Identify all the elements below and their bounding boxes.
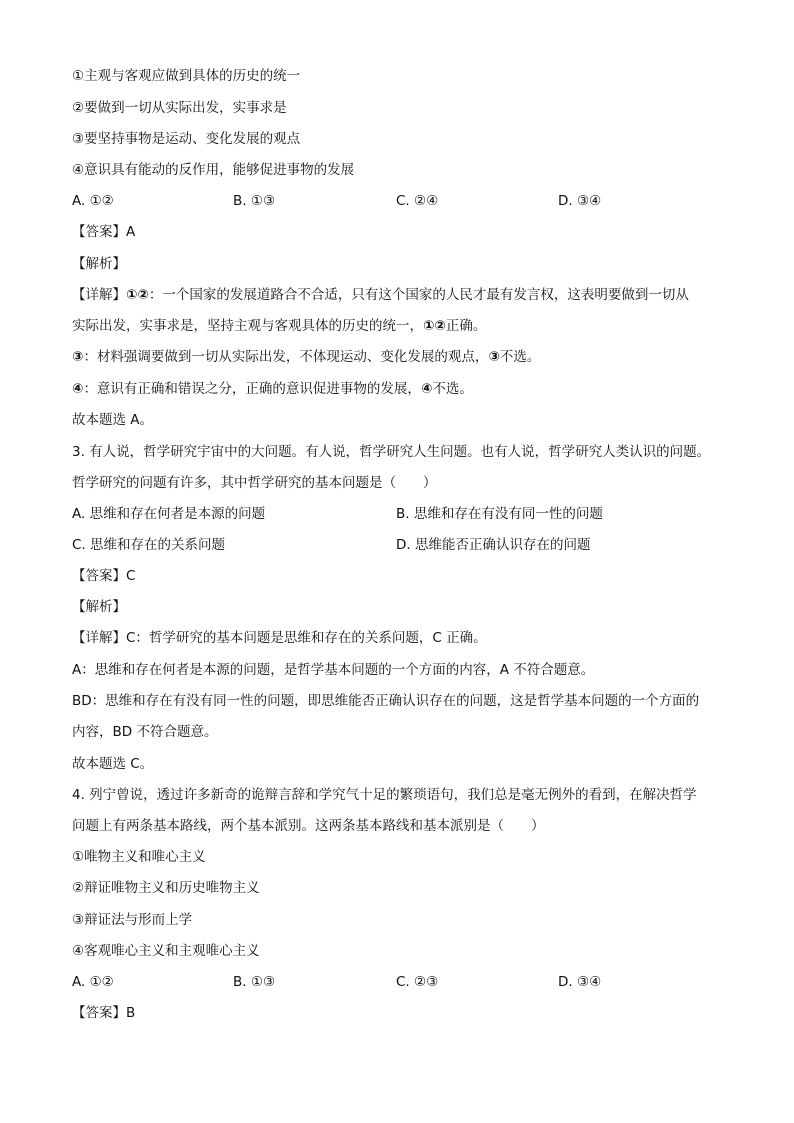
q3-detail-line-4: 内容，BD 不符合题意。 — [72, 724, 218, 740]
answer-value: C — [126, 568, 136, 584]
detail-circled: ①② — [126, 287, 149, 303]
q2-option-b: B. ①③ — [233, 193, 276, 209]
circled-4: ④ — [420, 381, 433, 397]
detail-text: 实际出发，实事求是，坚持主观与客观具体的历史的统一， — [72, 318, 423, 334]
q3-conclusion: 故本题选 C。 — [72, 756, 154, 772]
q2-detail-line-1 — [72, 286, 689, 304]
q2-option-c: C. ②④ — [396, 193, 439, 209]
q2-option-a: A. ①② — [72, 193, 114, 209]
q4-option-d: D. ③④ — [558, 974, 602, 990]
q2-item-4: ④意识具有能动的反作用，能够促进事物的发展 — [72, 162, 355, 178]
q3-option-c: C. 思维和存在的关系问题 — [72, 537, 226, 553]
q3-detail-line-3: BD：思维和存在有没有同一性的问题，即思维能否正确认识存在的问题，这是哲学基本问题的一个方面的 — [72, 693, 700, 709]
detail-label: 【详解】 — [72, 630, 126, 646]
q3-answer — [72, 567, 135, 585]
answer-label: 【答案】 — [72, 1005, 126, 1021]
q3-detail-line-1 — [72, 629, 487, 647]
q4-option-a: A. ①② — [72, 974, 114, 990]
circled-3: ③ — [488, 349, 500, 365]
answer-value: B — [126, 1005, 136, 1021]
detail-text: 不选。 — [432, 381, 473, 397]
q4-item-4: ④客观唯心主义和主观唯心主义 — [72, 943, 260, 959]
detail-text: C：哲学研究的基本问题是思维和存在的关系问题，C 正确。 — [126, 630, 487, 646]
answer-label: 【答案】 — [72, 568, 126, 584]
q3-stem-line-1: 3. 有人说，哲学研究宇宙中的大问题。有人说，哲学研究人生问题。也有人说，哲学研究人类认识的问题。 — [72, 444, 711, 460]
q2-analysis-label: 【解析】 — [72, 256, 126, 272]
answer-label: 【答案】 — [72, 224, 126, 240]
q3-analysis-label: 【解析】 — [72, 599, 126, 615]
answer-value: A — [126, 224, 136, 240]
q4-item-3: ③辩证法与形而上学 — [72, 912, 193, 928]
q4-option-b: B. ①③ — [233, 974, 276, 990]
circled-3: ③ — [72, 349, 84, 365]
q2-detail-line-2 — [72, 317, 486, 335]
q2-item-1: ①主观与客观应做到具体的历史的统一 — [72, 68, 301, 84]
detail-label: 【详解】 — [72, 287, 126, 303]
q4-stem-line-2: 问题上有两条基本路线，两个基本派别。这两条基本路线和基本派别是（ ） — [72, 818, 545, 834]
q4-item-2: ②辩证唯物主义和历史唯物主义 — [72, 880, 260, 896]
q3-stem-line-2: 哲学研究的问题有许多，其中哲学研究的基本问题是（ ） — [72, 475, 437, 491]
q4-option-c: C. ②③ — [396, 974, 439, 990]
q2-answer — [72, 223, 135, 241]
q3-option-b: B. 思维和存在有没有同一性的问题 — [396, 506, 603, 522]
circled-4: ④ — [72, 381, 84, 397]
q3-detail-line-2: A：思维和存在何者是本源的问题，是哲学基本问题的一个方面的内容，A 不符合题意。 — [72, 662, 595, 678]
q3-option-d: D. 思维能否正确认识存在的问题 — [396, 537, 591, 553]
q2-detail-line-3 — [72, 348, 540, 366]
q4-answer — [72, 1004, 135, 1022]
detail-circled: ①② — [423, 318, 446, 334]
q3-option-a: A. 思维和存在何者是本源的问题 — [72, 506, 266, 522]
q4-stem-line-1: 4. 列宁曾说，透过许多新奇的诡辩言辞和学究气十足的繁琐语句，我们总是毫无例外的看到，在解决哲学 — [72, 787, 697, 803]
q2-conclusion: 故本题选 A。 — [72, 412, 154, 428]
detail-text: ：一个国家的发展道路合不合适，只有这个国家的人民才最有发言权，这表明要做到一切从 — [148, 287, 689, 303]
q2-item-2: ②要做到一切从实际出发，实事求是 — [72, 100, 287, 116]
detail-text: ：意识有正确和错误之分，正确的意识促进事物的发展， — [83, 381, 421, 397]
q2-detail-line-4 — [72, 380, 473, 398]
detail-text: ：材料强调要做到一切从实际出发，不体现运动、变化发展的观点， — [83, 349, 489, 365]
q2-option-d: D. ③④ — [558, 193, 602, 209]
detail-text: 不选。 — [499, 349, 541, 365]
q2-item-3: ③要坚持事物是运动、变化发展的观点 — [72, 131, 301, 147]
detail-text: 正确。 — [445, 318, 487, 334]
q4-item-1: ①唯物主义和唯心主义 — [72, 849, 206, 865]
